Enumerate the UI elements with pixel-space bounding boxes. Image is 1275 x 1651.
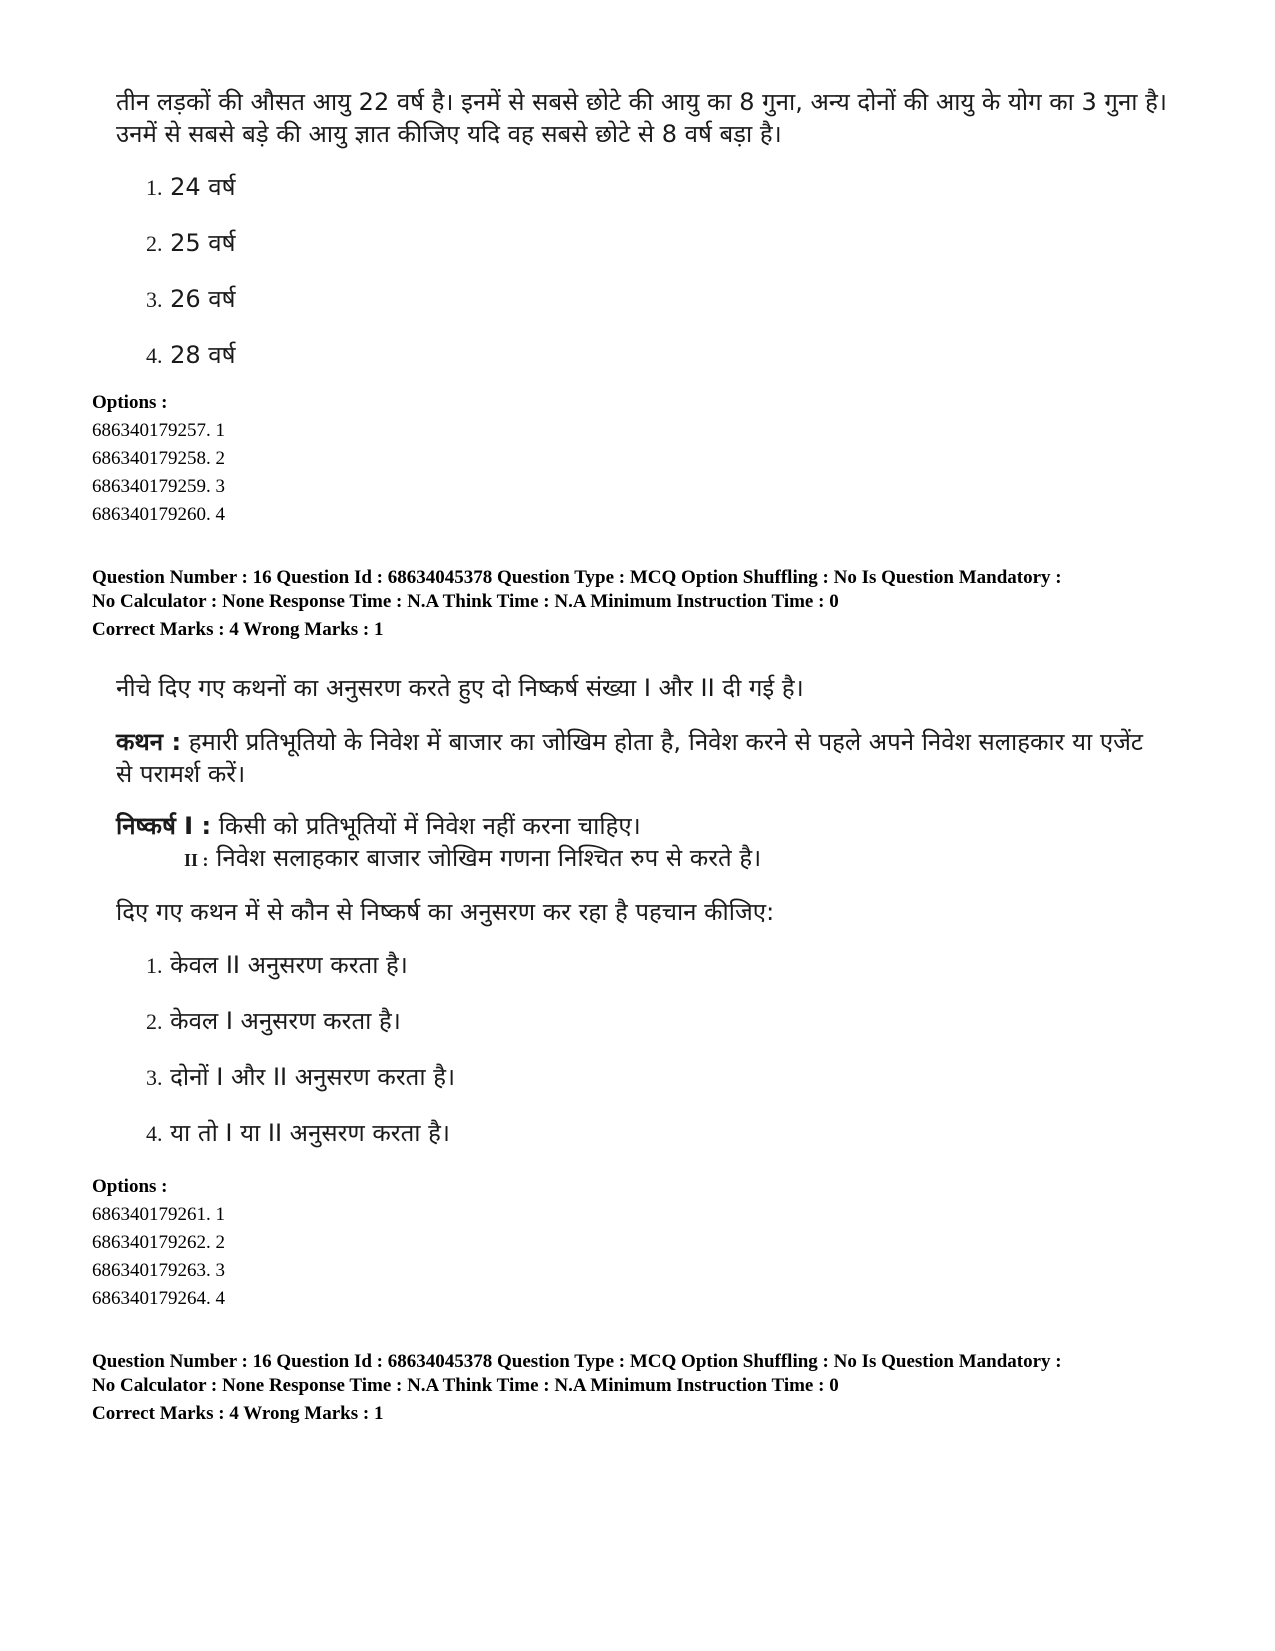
choice-text: या तो I या II अनुसरण करता है। <box>170 1119 450 1147</box>
choice-text: 24 वर्ष <box>170 173 236 201</box>
conclusion-line <box>184 842 1244 876</box>
question-meta-line: Question Number : 16 Question Id : 68634045378 Question Type : MCQ Option Shuffling : No Is Question Mandatory : <box>92 1351 1062 1372</box>
question-prompt: दिए गए कथन में से कौन से निष्कर्ष का अनुसरण कर रहा है पहचान कीजिए: <box>116 898 775 926</box>
statement-text: हमारी प्रतिभूतियो के निवेश में बाजार का जोखिम होता है, निवेश करने से पहले अपने निवेश सलाहकार या एजेंट <box>188 728 1144 756</box>
choice-number: 1. <box>146 953 163 978</box>
question-meta-line: Question Number : 16 Question Id : 68634045378 Question Type : MCQ Option Shuffling : No Is Question Mandatory : <box>92 567 1062 588</box>
answer-choice <box>146 284 236 315</box>
choice-number: 2. <box>146 231 163 256</box>
answer-choice <box>146 340 236 371</box>
answer-choice <box>146 1062 455 1093</box>
answer-choice <box>146 950 408 981</box>
conclusion-label: निष्कर्ष I : <box>116 812 212 840</box>
question-meta-line: No Calculator : None Response Time : N.A Think Time : N.A Minimum Instruction Time : 0 <box>92 591 839 612</box>
question-text-line: तीन लड़कों की औसत आयु 22 वर्ष है। इनमें से सबसे छोटे की आयु का 8 गुना, अन्य दोनों की आयु के योग का 3 गुना है। <box>116 88 1167 116</box>
answer-choice <box>146 172 236 203</box>
choice-number: 4. <box>146 1121 163 1146</box>
question-intro: नीचे दिए गए कथनों का अनुसरण करते हुए दो निष्कर्ष संख्या I और II दी गई है। <box>116 674 804 702</box>
option-id: 686340179258. 2 <box>92 448 225 469</box>
option-id: 686340179257. 1 <box>92 420 225 441</box>
choice-text: 28 वर्ष <box>170 341 236 369</box>
choice-number: 1. <box>146 175 163 200</box>
option-id: 686340179262. 2 <box>92 1232 225 1253</box>
choice-number: 2. <box>146 1009 163 1034</box>
options-label: Options : <box>92 392 168 413</box>
choice-number: 3. <box>146 287 163 312</box>
conclusion-text: किसी को प्रतिभूतियों में निवेश नहीं करना चाहिए। <box>218 812 641 840</box>
option-id: 686340179261. 1 <box>92 1204 225 1225</box>
answer-choice <box>146 1006 401 1037</box>
choice-text: केवल I अनुसरण करता है। <box>170 1007 401 1035</box>
answer-choice <box>146 228 236 259</box>
choice-text: 25 वर्ष <box>170 229 236 257</box>
option-id: 686340179263. 3 <box>92 1260 225 1281</box>
question-marks-line: Correct Marks : 4 Wrong Marks : 1 <box>92 1403 384 1424</box>
conclusion-line <box>116 810 1176 842</box>
conclusion-text: निवेश सलाहकार बाजार जोखिम गणना निश्चित रुप से करते है। <box>216 844 762 872</box>
question-text-line: उनमें से सबसे बड़े की आयु ज्ञात कीजिए यदि वह सबसे छोटे से 8 वर्ष बड़ा है। <box>116 120 782 148</box>
answer-choice <box>146 1118 450 1149</box>
option-id: 686340179260. 4 <box>92 504 225 525</box>
choice-text: 26 वर्ष <box>170 285 236 313</box>
options-label: Options : <box>92 1176 168 1197</box>
choice-number: 4. <box>146 343 163 368</box>
question-meta-line: No Calculator : None Response Time : N.A Think Time : N.A Minimum Instruction Time : 0 <box>92 1375 839 1396</box>
conclusion-label: II : <box>184 850 209 870</box>
statement-label: कथन : <box>116 728 182 756</box>
question-marks-line: Correct Marks : 4 Wrong Marks : 1 <box>92 619 384 640</box>
option-id: 686340179264. 4 <box>92 1288 225 1309</box>
choice-number: 3. <box>146 1065 163 1090</box>
statement-line: से परामर्श करें। <box>116 760 246 788</box>
choice-text: केवल II अनुसरण करता है। <box>170 951 408 979</box>
statement-line <box>116 726 1176 758</box>
option-id: 686340179259. 3 <box>92 476 225 497</box>
choice-text: दोनों I और II अनुसरण करता है। <box>170 1063 456 1091</box>
